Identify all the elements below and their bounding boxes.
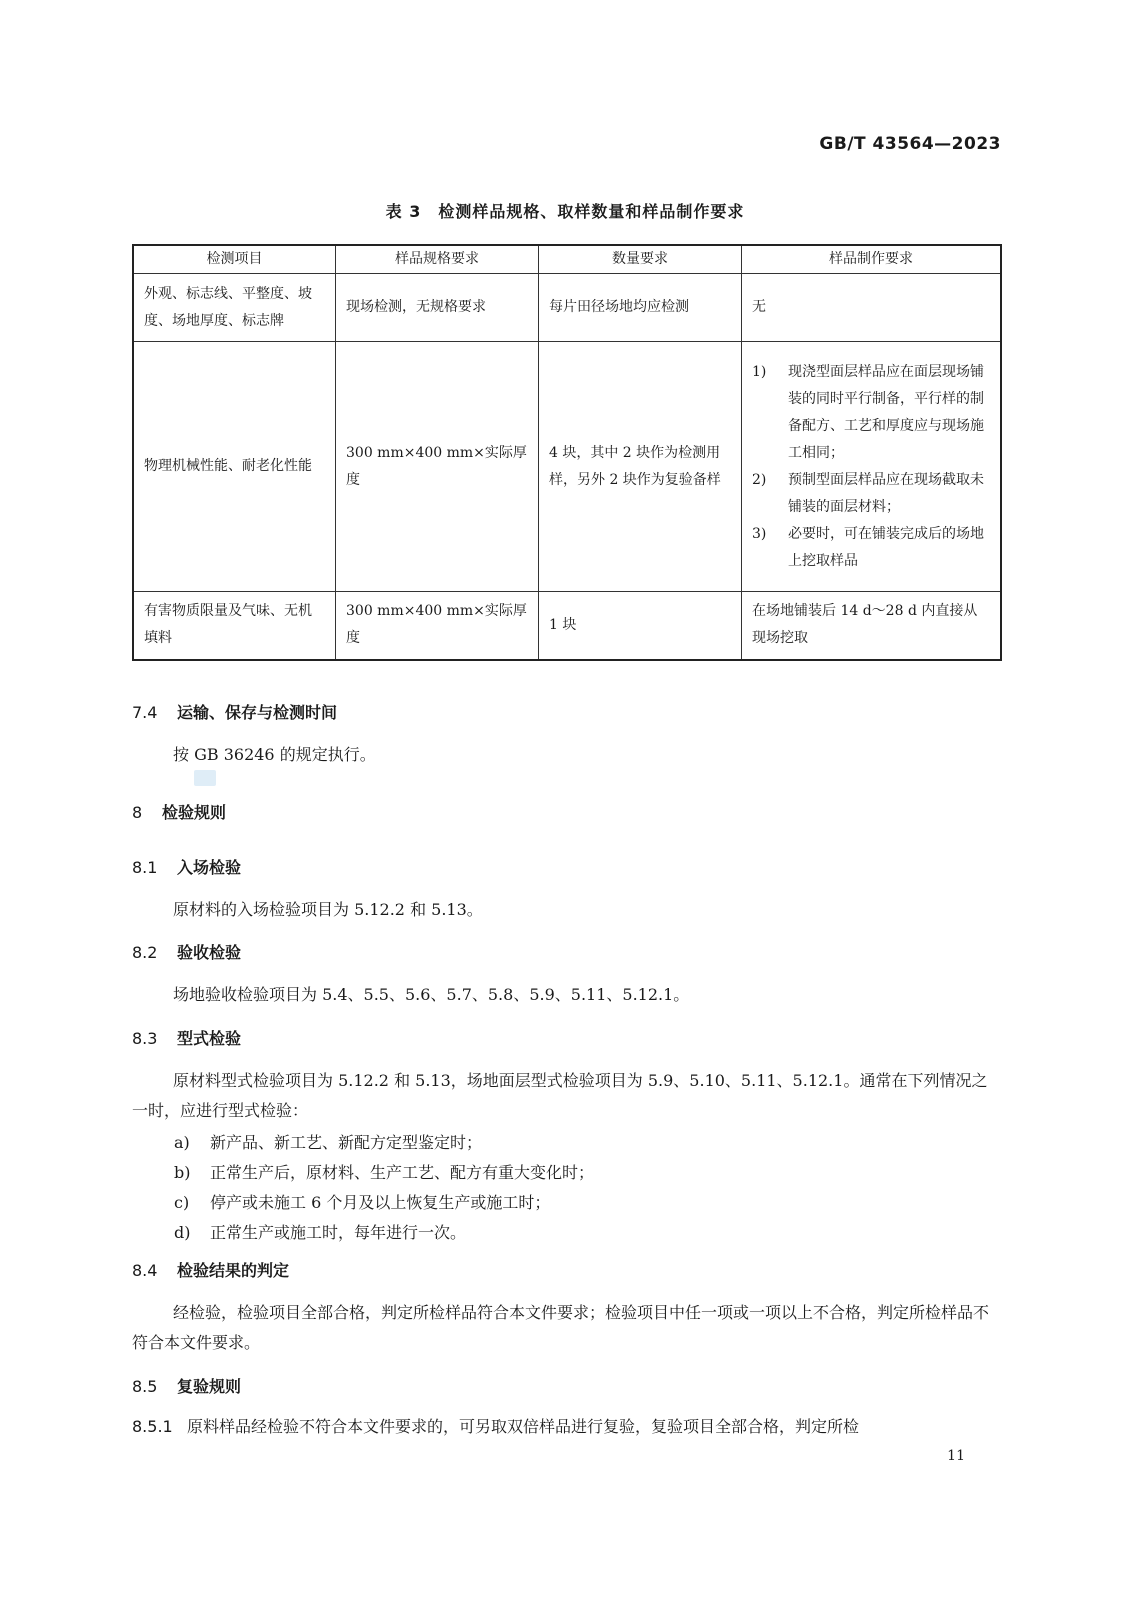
column-header: 数量要求: [539, 245, 742, 274]
prep-list: [752, 359, 990, 575]
table-header-row: [133, 245, 1001, 274]
sample-requirements-table: [132, 244, 1002, 661]
list-item: c) 停产或未施工 6 个月及以上恢复生产或施工时；: [174, 1193, 551, 1212]
paragraph: 8.5.1 原料样品经检验不符合本文件要求的，可另取双倍样品进行复验，复验项目全部合格，判定所检: [132, 1417, 860, 1436]
table-row: [133, 274, 1001, 342]
standard-code: GB/T 43564—2023: [819, 134, 1001, 154]
table-cell: 外观、标志线、平整度、坡度、场地厚度、标志牌: [133, 274, 336, 342]
table-cell: 物理机械性能、耐老化性能: [133, 342, 336, 592]
paragraph: 原材料的入场检验项目为 5.12.2 和 5.13。: [173, 900, 483, 919]
list-item: 1) 现浇型面层样品应在面层现场铺装的同时平行制备，平行样的制备配方、工艺和厚度应与现场施工相同；: [752, 363, 984, 461]
table-row: [133, 342, 1001, 592]
list-item: d) 正常生产或施工时，每年进行一次。: [174, 1223, 467, 1242]
paragraph: 按 GB 36246 的规定执行。: [173, 745, 376, 764]
table-cell: 在场地铺装后 14 d～28 d 内直接从现场挖取: [742, 592, 1002, 660]
section-heading: 8.3 型式检验: [132, 1029, 242, 1048]
table-cell: 300 mm×400 mm×实际厚度: [336, 592, 539, 660]
list-item: a) 新产品、新工艺、新配方定型鉴定时；: [174, 1133, 483, 1152]
list-item: 2) 预制型面层样品应在现场截取未铺装的面层材料；: [752, 471, 984, 515]
section-heading: 8.1 入场检验: [132, 858, 242, 877]
section-heading: 8.2 验收检验: [132, 943, 242, 962]
table-cell: 有害物质限量及气味、无机填料: [133, 592, 336, 660]
page-number: 11: [947, 1448, 965, 1464]
paragraph: 场地验收检验项目为 5.4、5.5、5.6、5.7、5.8、5.9、5.11、5.12.1。: [173, 985, 690, 1004]
table-cell: 无: [742, 274, 1002, 342]
table-row: [133, 592, 1001, 660]
column-header: 检测项目: [133, 245, 336, 274]
watermark-logo: [194, 770, 216, 786]
table-cell: 4 块，其中 2 块作为检测用样，另外 2 块作为复验备样: [539, 342, 742, 592]
list-item: b) 正常生产后，原材料、生产工艺、配方有重大变化时；: [174, 1163, 595, 1182]
table-cell: 现场检测，无规格要求: [336, 274, 539, 342]
section-heading: 8.4 检验结果的判定: [132, 1261, 290, 1280]
table-cell: 300 mm×400 mm×实际厚度: [336, 342, 539, 592]
table-cell: [742, 342, 1002, 592]
section-heading: 8.5 复验规则: [132, 1377, 242, 1396]
chapter-heading: 8 检验规则: [132, 803, 227, 822]
table-cell: 1 块: [539, 592, 742, 660]
column-header: 样品规格要求: [336, 245, 539, 274]
column-header: 样品制作要求: [742, 245, 1002, 274]
paragraph: 经检验，检验项目全部合格，判定所检样品符合本文件要求；检验项目中任一项或一项以上不合格，判定所检样品不符合本文件要求。: [132, 1303, 990, 1352]
table-cell: 每片田径场地均应检测: [539, 274, 742, 342]
list-item: 3) 必要时，可在铺装完成后的场地上挖取样品: [752, 525, 984, 569]
section-heading: 7.4 运输、保存与检测时间: [132, 703, 338, 722]
paragraph: 原材料型式检验项目为 5.12.2 和 5.13，场地面层型式检验项目为 5.9、5.10、5.11、5.12.1。通常在下列情况之一时，应进行型式检验：: [132, 1071, 988, 1120]
table-caption: 表 3 检测样品规格、取样数量和样品制作要求: [385, 202, 745, 221]
